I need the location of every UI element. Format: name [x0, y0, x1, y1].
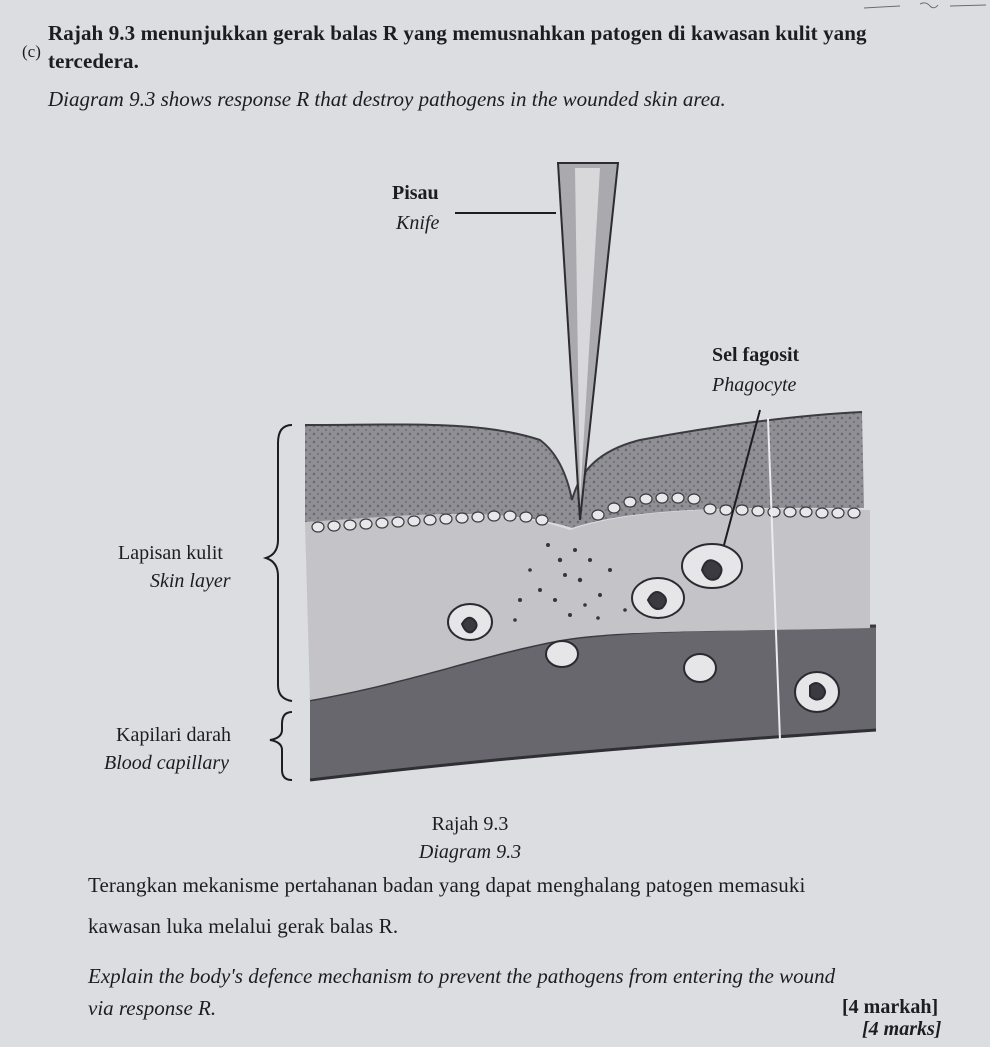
- capillary-wall-bottom: [310, 730, 876, 780]
- label-capillary-english: Blood capillary: [104, 752, 229, 774]
- intro-malay-line1: Rajah 9.3 menunjukkan gerak balas R yang memusnahkan patogen di kawasan kulit yang: [48, 21, 867, 45]
- marks-english: [4 marks]: [862, 1018, 942, 1040]
- label-knife-malay: Pisau: [392, 182, 439, 204]
- question-number: (c): [22, 42, 41, 61]
- label-phagocyte-malay: Sel fagosit: [712, 344, 800, 366]
- task-malay-line1: Terangkan mekanisme pertahanan badan yang dapat menghalang patogen memasuki: [88, 873, 806, 897]
- wound-pathogens: [513, 543, 627, 622]
- task-malay-line2: kawasan luka melalui gerak balas R.: [88, 914, 399, 938]
- marks-malay: [4 markah]: [842, 996, 939, 1018]
- intro-malay-line2: tercedera.: [48, 49, 139, 73]
- label-capillary-malay: Kapilari darah: [116, 724, 231, 746]
- phagocyte-cells: [448, 544, 839, 712]
- label-skin-malay: Lapisan kulit: [118, 542, 223, 564]
- capillary-body: [310, 626, 876, 780]
- skin-brace: [266, 425, 292, 701]
- intro-english: Diagram 9.3 shows response R that destroy pathogens in the wounded skin area.: [48, 87, 726, 111]
- epidermis-layer: [305, 412, 864, 528]
- label-skin-english: Skin layer: [150, 570, 231, 592]
- dermis-layer: [305, 509, 870, 700]
- task-english-line1: Explain the body's defence mechanism to prevent the pathogens from entering the wound: [88, 964, 836, 988]
- knife-blade: [558, 163, 618, 520]
- capillary-brace: [270, 712, 292, 780]
- capillary-wall-top: [310, 626, 876, 700]
- label-knife-english: Knife: [396, 212, 440, 234]
- cell-row: [312, 493, 860, 532]
- caption-english: Diagram 9.3: [418, 841, 522, 863]
- label-phagocyte-english: Phagocyte: [712, 374, 797, 396]
- caption-malay: Rajah 9.3: [431, 813, 509, 835]
- page-edge-scribble: [860, 0, 990, 16]
- task-english-line2: via response R.: [88, 996, 217, 1020]
- phagocyte-pointer-line: [724, 410, 760, 545]
